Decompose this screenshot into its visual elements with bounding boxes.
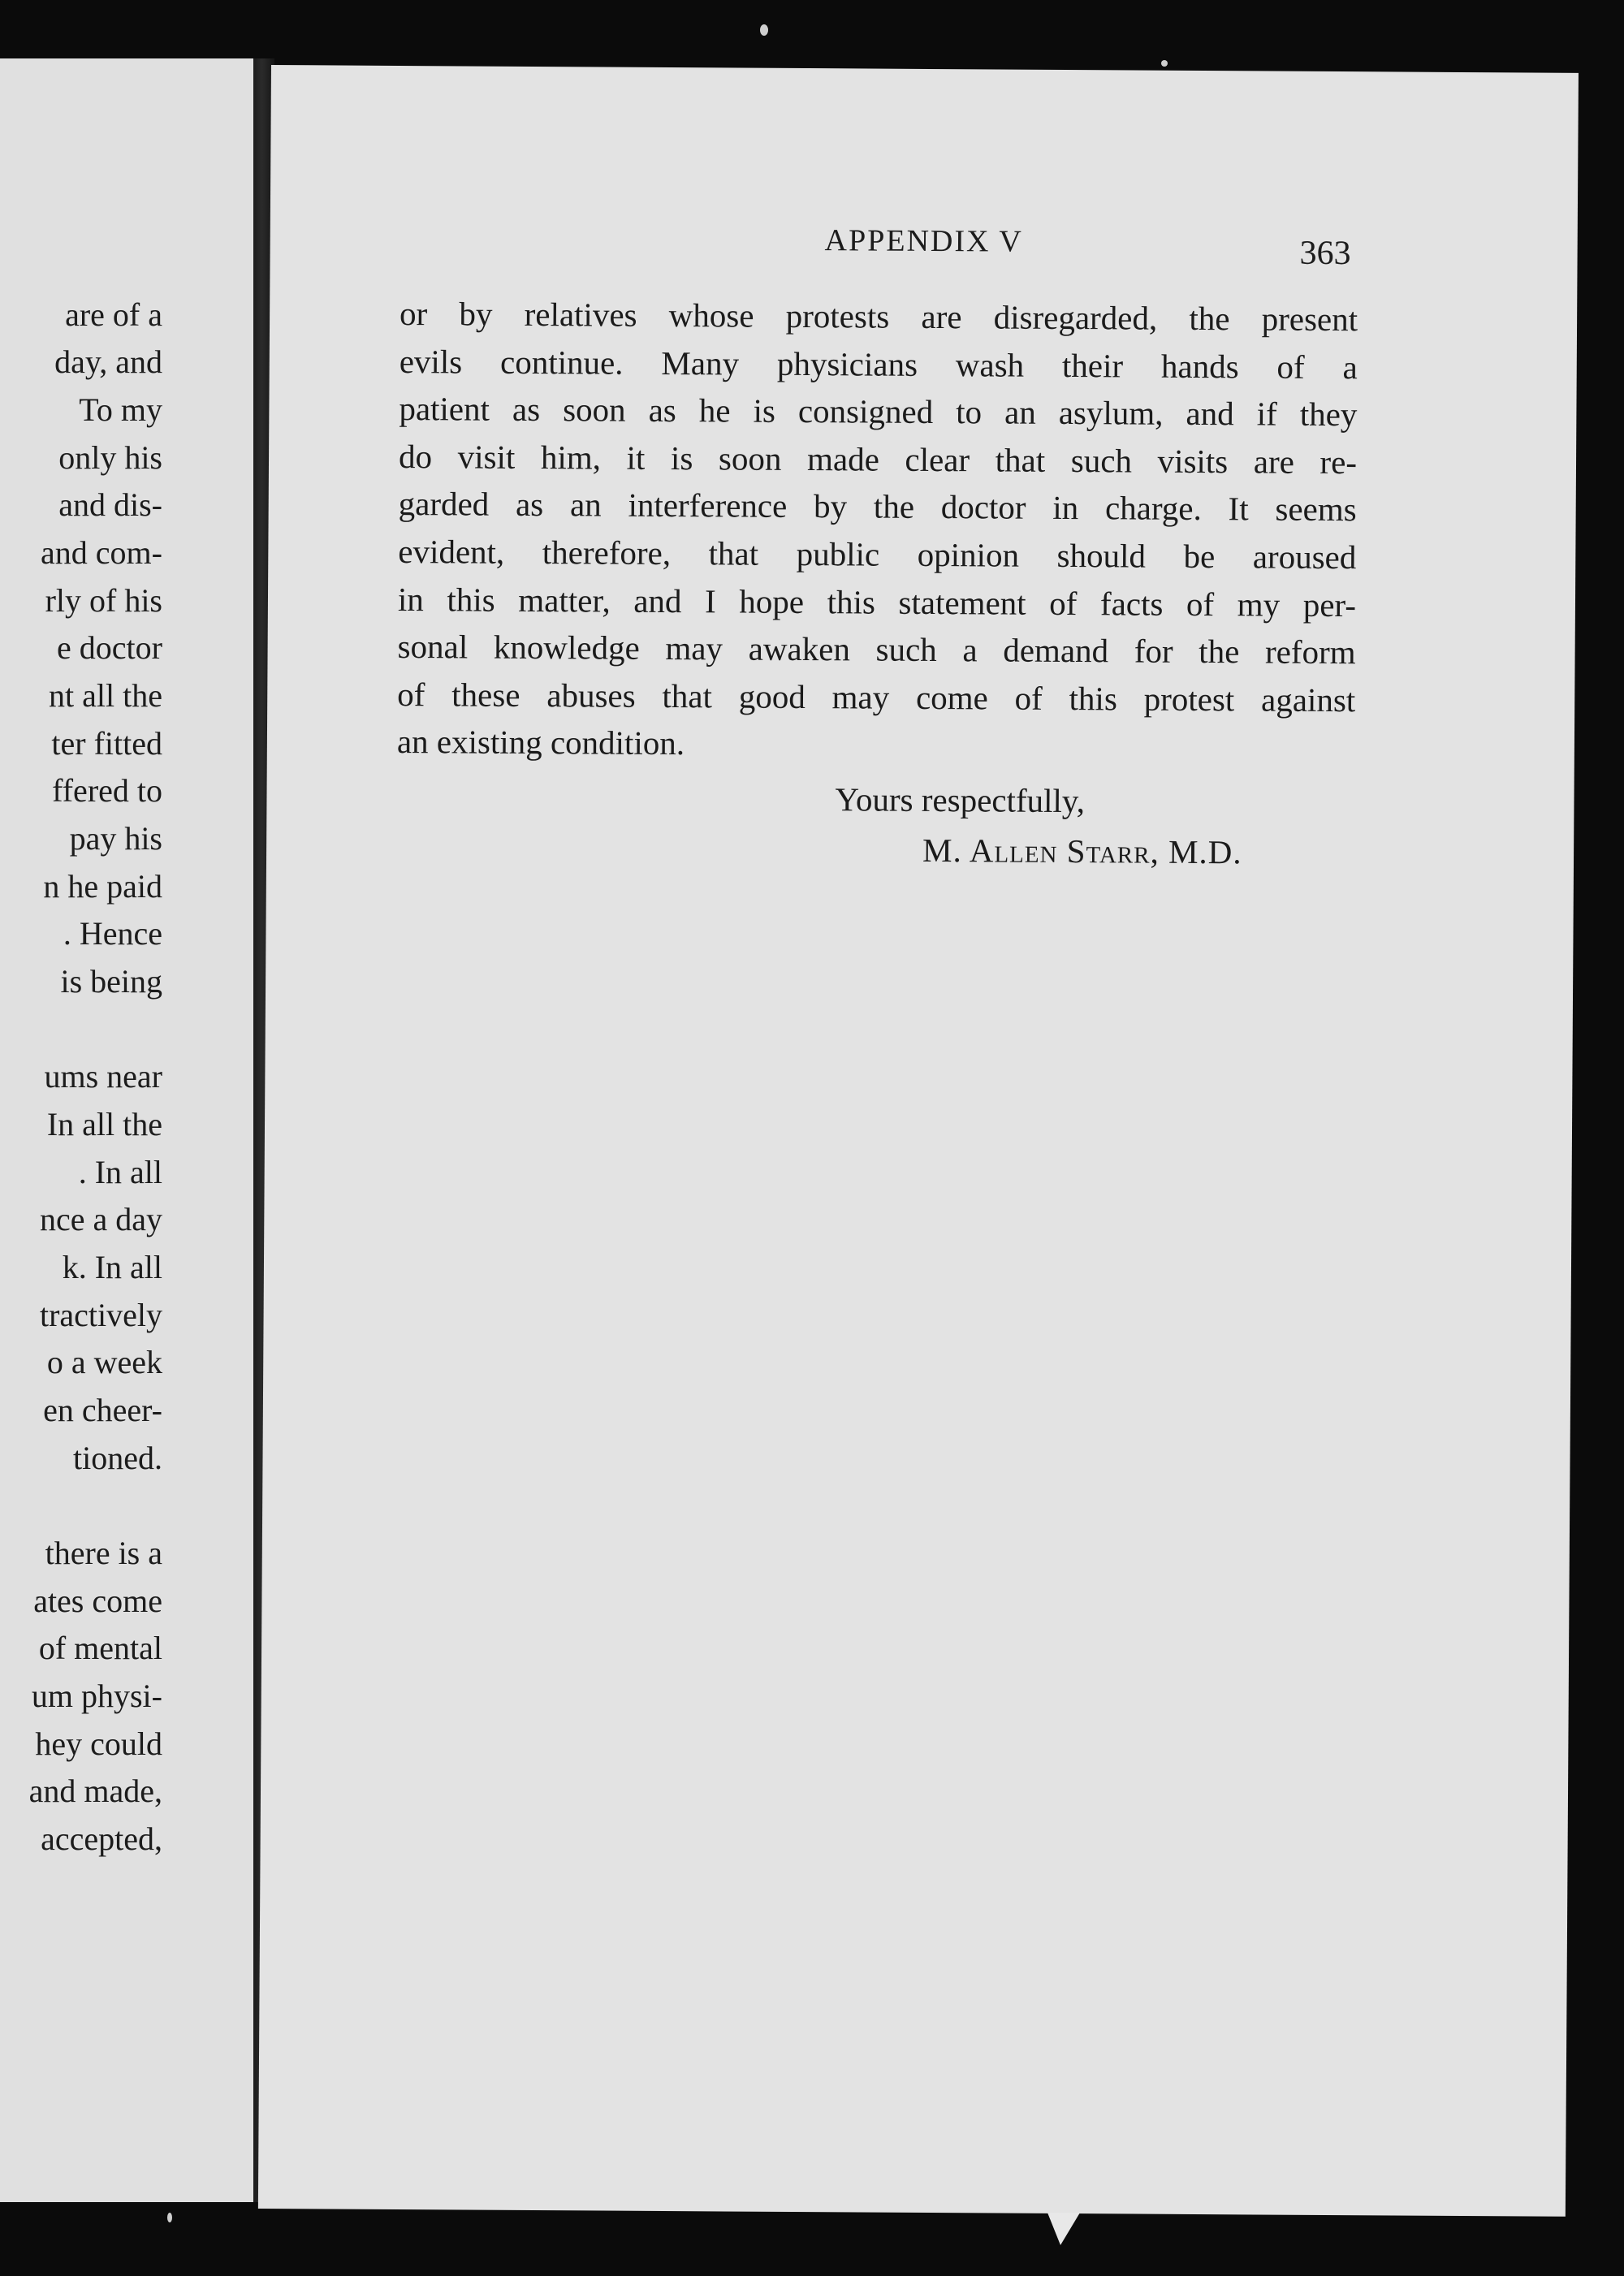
body-line: patient as soon as he is consigned to an asylum, and if they — [399, 390, 1358, 434]
scan-speck — [167, 2213, 172, 2222]
scan-debris — [1047, 2213, 1080, 2245]
left-line: k. In all — [62, 1249, 162, 1285]
body-line: an existing condition. — [396, 723, 685, 762]
running-head: APPENDIX V — [824, 223, 1023, 259]
left-line: tioned. — [73, 1440, 162, 1476]
left-line: ffered to — [52, 772, 162, 809]
left-line: is being — [60, 963, 162, 1000]
scan-speck — [760, 24, 768, 36]
left-line: To my — [79, 391, 162, 428]
right-page — [258, 65, 1579, 2217]
left-line: and dis- — [58, 486, 162, 523]
left-line: en cheer- — [43, 1392, 162, 1428]
body-line: in this matter, and I hope this statement of facts of my per- — [397, 580, 1357, 624]
scan-speck — [1161, 60, 1168, 67]
body-paragraph — [397, 290, 1358, 771]
left-line: are of a — [65, 296, 162, 333]
left-line: and made, — [28, 1773, 162, 1809]
left-line: o a week — [46, 1344, 162, 1380]
body-line: garded as an interference by the doctor in charge. It seems — [398, 485, 1357, 529]
left-line: . Hence — [63, 915, 162, 952]
page-number: 363 — [1299, 234, 1351, 273]
left-line: only his — [58, 439, 162, 476]
body-line: do visit him, it is soon made clear that such visits are re- — [398, 437, 1358, 481]
letter-signature: M. Allen Starr, M.D. — [922, 831, 1242, 871]
letter-closing: Yours respectfully, — [835, 780, 1086, 820]
left-line: n he paid — [43, 868, 162, 905]
left-line: nce a day — [39, 1201, 162, 1237]
left-line: . In all — [78, 1154, 162, 1190]
left-line: ter fitted — [51, 725, 162, 762]
left-line: and com- — [41, 534, 162, 571]
left-line: day, and — [54, 343, 162, 380]
left-line: e doctor — [57, 629, 162, 666]
body-line: evident, therefore, that public opinion should be aroused — [398, 532, 1357, 577]
left-line: ums near — [44, 1058, 162, 1095]
left-line: accepted, — [41, 1820, 162, 1857]
left-line: of mental — [38, 1630, 162, 1666]
left-line: nt all the — [49, 677, 162, 714]
body-line: sonal knowledge may awaken such a demand for the reform — [397, 628, 1356, 672]
left-line: tractively — [39, 1297, 162, 1333]
left-line: pay his — [69, 820, 162, 857]
body-line: or by relatives whose protests are disregarded, the present — [399, 294, 1358, 339]
left-line: rly of his — [45, 582, 162, 619]
left-line: In all the — [46, 1106, 162, 1142]
left-line: ates come — [33, 1583, 162, 1619]
left-line: hey could — [35, 1725, 162, 1762]
left-line: um physi- — [31, 1678, 162, 1714]
body-line: of these abuses that good may come of this protest against — [397, 675, 1356, 719]
left-facing-page — [0, 58, 253, 2202]
body-line: evils continue. Many physicians wash their hands of a — [399, 342, 1358, 386]
left-line: there is a — [45, 1535, 162, 1571]
